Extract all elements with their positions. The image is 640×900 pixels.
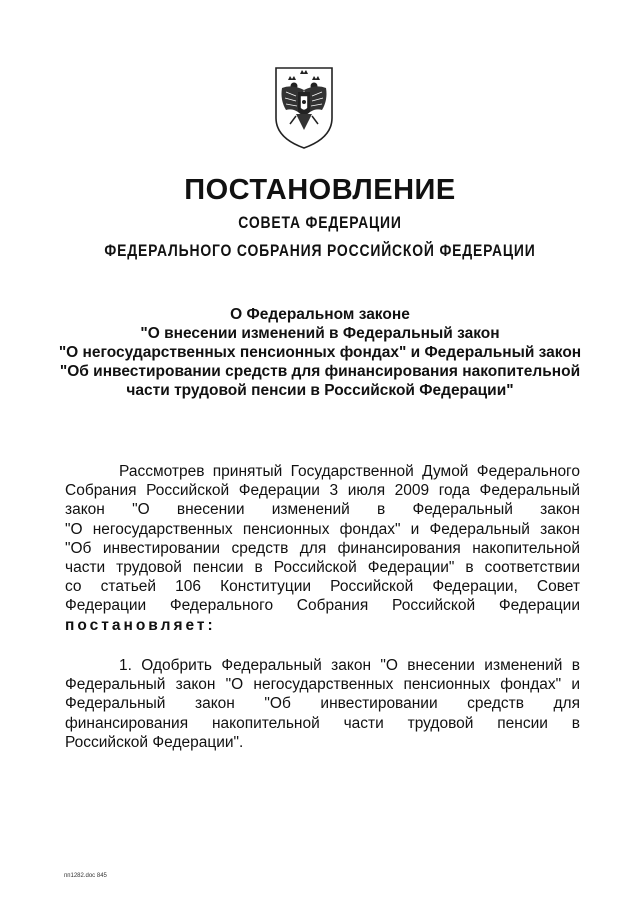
document-title-line: части трудовой пенсии в Российской Федерации"	[126, 382, 514, 399]
file-code: пп1282.doc 845	[64, 873, 107, 879]
paragraph-line: Рассмотрев принятый Государственной Думой Федерального	[119, 463, 580, 480]
paragraph-line: Федерации Федерального Собрания Российской Федерации	[65, 597, 580, 615]
paragraph-line: Российской Федерации".	[65, 733, 244, 751]
preamble-paragraph	[65, 462, 580, 635]
document-title-line: "О внесении изменений в Федеральный закон	[140, 325, 500, 342]
paragraph-line: со статьей 106 Конституции Российской Федерации, Совет	[65, 578, 580, 596]
paragraph-line: "О негосударственных пенсионных фондах" и Федеральный закон	[65, 520, 580, 538]
resolution-word: постановляет:	[65, 616, 216, 634]
coat-of-arms-icon	[272, 66, 336, 150]
document-title-line: "Об инвестировании средств для финансирования накопительной	[59, 363, 581, 380]
paragraph-line: части трудовой пенсии в Российской Федерации" в соответствии	[65, 558, 580, 576]
issuing-body-line-1: СОВЕТА ФЕДЕРАЦИИ	[238, 213, 402, 232]
paragraph-line: Собрания Российской Федерации 3 июля 2009 года Федеральный	[65, 482, 580, 500]
issuing-body-line-2: ФЕДЕРАЛЬНОГО СОБРАНИЯ РОССИЙСКОЙ ФЕДЕРАЦИИ	[104, 241, 536, 260]
document-title-line: О Федеральном законе	[230, 306, 410, 323]
paragraph-line: "Об инвестировании средств для финансирования накопительной	[65, 539, 580, 557]
paragraph-line: финансирования накопительной части трудовой пенсии в	[65, 714, 580, 732]
document-title-line: "О негосударственных пенсионных фондах" и Федеральный закон	[58, 344, 582, 361]
document-type-heading: ПОСТАНОВЛЕНИЕ	[184, 174, 456, 206]
clause-1-paragraph	[65, 656, 580, 752]
paragraph-line: 1. Одобрить Федеральный закон "О внесении изменений в	[119, 657, 580, 674]
document-title	[40, 305, 600, 400]
paragraph-line: Федеральный закон "О негосударственных пенсионных фондах" и	[65, 676, 580, 694]
paragraph-line: Федеральный закон "Об инвестировании средств для	[65, 695, 580, 713]
paragraph-line: закон "О внесении изменений в Федеральный закон	[65, 501, 580, 519]
